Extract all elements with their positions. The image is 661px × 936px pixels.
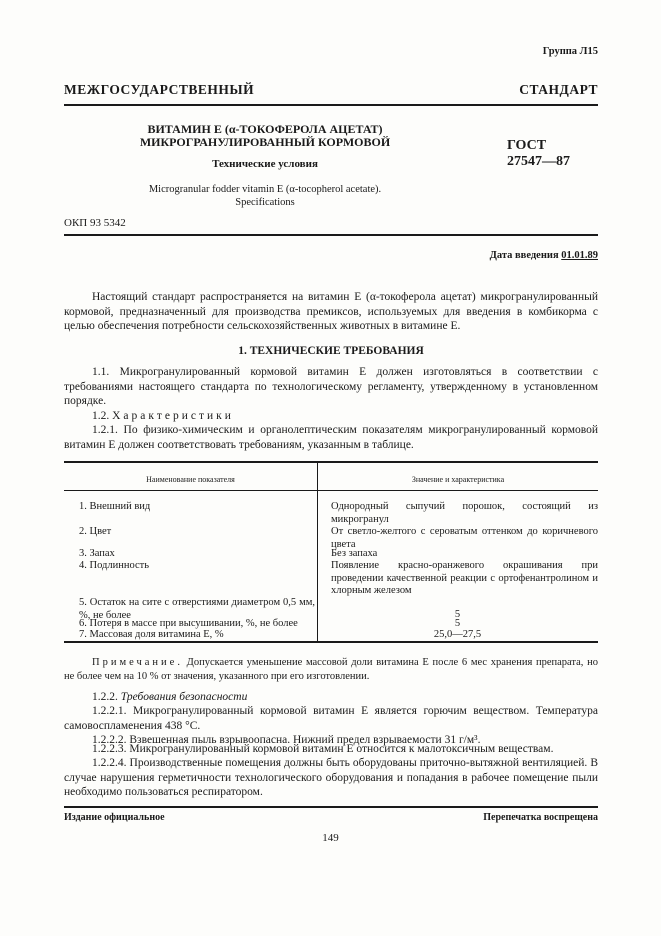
- safety-heading: [64, 690, 598, 705]
- table-row-name: 6. Потеря в массе при высушивании, %, не более: [79, 618, 298, 629]
- table-header-rule: [64, 490, 598, 491]
- table-header-value: Значение и характеристика: [411, 475, 505, 484]
- gost-label: ГОСТ: [507, 138, 547, 153]
- safety-heading-number: 1.2.2.: [92, 691, 118, 703]
- english-title-line-2: Specifications: [235, 196, 295, 208]
- paragraph-1-2-1: 1.2.1. По физико-химическим и органолептическим показателям микрогранулированный кормовой витамин Е должен соответствовать требованиям, указанным в таблице.: [64, 424, 598, 451]
- table-header-name: Наименование показателя: [146, 475, 235, 484]
- english-title-line-1: Microgranular fodder vitamin E (α-tocopherol acetate).: [148, 184, 382, 195]
- paragraph-1-2-number: 1.2.: [92, 410, 110, 422]
- table-row-name: 1. Внешний вид: [79, 501, 151, 512]
- paragraph-1-2: [64, 409, 598, 424]
- table-header-divider: [317, 462, 318, 490]
- standard-type-heading: МЕЖГОСУДАРСТВЕННЫЙ СТАНДАРТ: [64, 82, 598, 97]
- table-row-value: Однородный сыпучий порошок, состоящий из микрогранул: [331, 501, 598, 525]
- introduction-date-value: 01.01.89: [561, 250, 598, 261]
- table-row-value: 5: [454, 609, 461, 620]
- table-row-name: 7. Массовая доля витамина Е, %: [79, 629, 224, 640]
- paragraph-1-2-2-2: 1.2.2.2. Взвешенная пыль взрывоопасна. Нижний предел взрываемости 31 г/м³.: [92, 734, 481, 746]
- table-row-value: Появление красно-оранжевого окрашивания при проведении качественной реакции с ортофенантролином и хлорным железом: [331, 560, 598, 596]
- section-heading: 1. ТЕХНИЧЕСКИЕ ТРЕБОВАНИЯ: [238, 345, 424, 357]
- table-row-name: 5. Остаток на сите с отверстиями диаметром 0,5 мм, %, не более: [79, 597, 315, 621]
- footer-reprint-prohibited: Перепечатка воспрещена: [483, 812, 598, 823]
- table-row-value: От светло-желтого с сероватым оттенком до коричневого цвета: [331, 526, 598, 550]
- document-title: [110, 123, 420, 149]
- document-subtitle: Технические условия: [212, 158, 318, 170]
- page-number: 149: [322, 832, 339, 844]
- gost-designation: [507, 138, 570, 170]
- table-row-value: 25,0—27,5: [433, 629, 482, 640]
- introduction-date-label: Дата введения: [489, 250, 559, 261]
- footer-official-edition: Издание официальное: [64, 812, 165, 823]
- note-text: Допускается уменьшение массовой доли витамина Е после 6 мес хранения препарата, но не более чем на 10 % от значения, указанного при его изготовлении.: [64, 657, 598, 682]
- table-row-value: 5: [454, 618, 461, 629]
- group-code: Группа Л15: [542, 46, 598, 57]
- paragraph-1-2-title: Характеристики: [112, 410, 234, 422]
- okp-code: ОКП 93 5342: [64, 217, 126, 229]
- table-row-name: 4. Подлинность: [79, 560, 150, 571]
- intro-paragraph: Настоящий стандарт распространяется на витамин Е (α-токоферола ацетат) микрогранулированный кормовой, предназначенный для производства премиксов, используемых для введения в комбикорма с целью обеспечения потребности сельскохозяйственных животных в витамине Е.: [64, 291, 598, 332]
- paragraph-1-1: 1.1. Микрогранулированный кормовой витамин Е должен изготовляться в соответствии с требованиями настоящего стандарта по технологическому регламенту, утвержденному в установленном порядке.: [64, 366, 598, 407]
- gost-number: 27547—87: [507, 154, 570, 169]
- footer-rule: [64, 806, 598, 808]
- header-rule: [64, 104, 598, 106]
- table-note: [64, 656, 598, 683]
- introduction-date: [490, 250, 598, 261]
- note-label: Примечание.: [92, 657, 183, 668]
- table-row-value: Без запаха: [331, 548, 378, 559]
- safety-heading-title: Требования безопасности: [120, 691, 248, 703]
- paragraph-1-2-2-1: 1.2.2.1. Микрогранулированный кормовой витамин Е является горючим веществом. Температура самовоспламенения 438 °С.: [64, 705, 598, 732]
- table-top-rule: [64, 461, 598, 463]
- paragraph-1-2-2-4: 1.2.2.4. Производственные помещения должны быть оборудованы приточно-вытяжной вентиляцией. В случае нарушения герметичности технологического оборудования и попадания в рабочее помещение пыли необходимо пользоваться респиратором.: [64, 757, 598, 798]
- table-row-name: 2. Цвет: [79, 526, 112, 537]
- table-bottom-rule: [64, 641, 598, 643]
- table-row-name: 3. Запах: [79, 548, 115, 559]
- okp-rule: [64, 234, 598, 236]
- title-line-1: ВИТАМИН Е (α-ТОКОФЕРОЛА АЦЕТАТ): [147, 122, 383, 136]
- english-title: [110, 184, 420, 209]
- title-line-2: МИКРОГРАНУЛИРОВАННЫЙ КОРМОВОЙ: [139, 135, 391, 149]
- paragraph-1-2-2-3: 1.2.2.3. Микрогранулированный кормовой витамин Е относится к малотоксичным веществам.: [92, 743, 554, 755]
